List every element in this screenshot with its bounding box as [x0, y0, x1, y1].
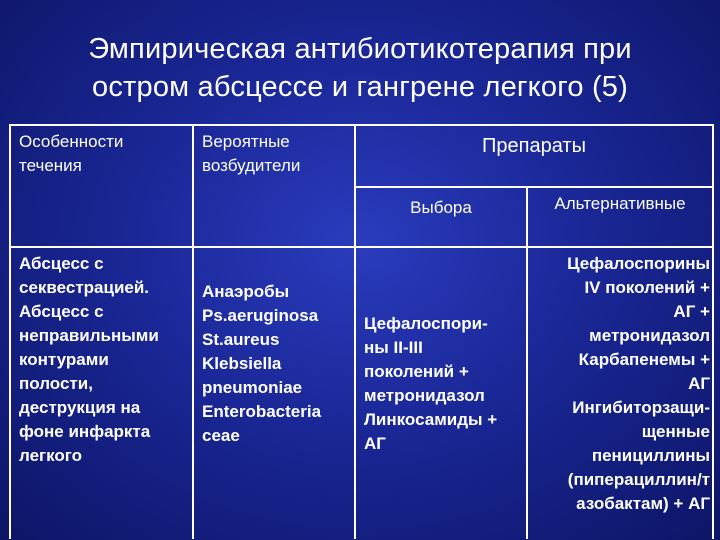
row-alternative-line: Цефалоспорины [567, 254, 710, 273]
row-alternative-line: IV поколений + [584, 278, 710, 297]
row-alternative-line: азобактам) + АГ [576, 494, 710, 513]
row-alternative-line: Ингибиторзащи- [572, 398, 710, 417]
row-choice-line: ны II-III [364, 338, 423, 357]
row-choice-line: Линкосамиды + [364, 410, 498, 429]
row-choice-line: поколений + [364, 362, 469, 381]
table-border-top [9, 124, 714, 126]
row-choice-line: АГ [364, 434, 386, 453]
header-course-line-2: течения [19, 156, 82, 175]
row-pathogens-line: Enterobacteria [202, 402, 322, 421]
slide-title-line-1: Эмпирическая антибиотикотерапия при [88, 33, 632, 65]
row-course-line: Абсцесс с [19, 254, 104, 273]
header-pathogens-line-2: возбудители [202, 156, 301, 175]
row-course-line: деструкция на [19, 398, 141, 417]
row-course [19, 252, 159, 468]
row-pathogens-line: pneumoniae [202, 378, 303, 397]
header-drugs [356, 134, 712, 158]
header-alternative-label: Альтернативные [554, 194, 686, 213]
header-alternative [528, 192, 712, 216]
slide-title [0, 30, 720, 106]
row-alternative-line: АГ + [673, 302, 710, 321]
row-course-line: полости, [19, 374, 93, 393]
header-pathogens-line-1: Вероятные [202, 132, 290, 151]
row-course-line: фоне инфаркта [19, 422, 151, 441]
header-drugs-label: Препараты [482, 135, 586, 157]
row-choice-line: метронидазол [364, 386, 485, 405]
row-alternative-line: АГ [688, 374, 710, 393]
row-pathogens-line: Анаэробы [202, 282, 290, 301]
row-alternative-line: метронидазол [589, 326, 710, 345]
row-alternative-line: щенные [641, 422, 710, 441]
drugs-subheader-divider [354, 186, 714, 188]
header-bottom-divider [9, 246, 714, 248]
row-course-line: легкого [19, 446, 83, 465]
header-choice [356, 196, 526, 220]
header-course [19, 130, 123, 178]
row-pathogens-line: St.aureus [202, 330, 280, 349]
row-course-line: секвестрацией. [19, 278, 150, 297]
row-course-line: контурами [19, 350, 109, 369]
header-pathogens [202, 130, 300, 178]
row-pathogens-line: ceae [202, 426, 240, 445]
row-pathogens-line: Klebsiella [202, 354, 282, 373]
header-course-line-1: Особенности [19, 132, 124, 151]
slide-title-line-2: остром абсцессе и гангрене легкого (5) [92, 71, 628, 103]
row-pathogens-line: Ps.aeruginosa [202, 306, 319, 325]
row-course-line: Абсцесс с [19, 302, 104, 321]
row-pathogens [202, 280, 321, 448]
row-choice-line: Цефалоспори- [364, 314, 488, 333]
table-border-left [9, 124, 11, 539]
row-course-line: неправильными [19, 326, 159, 345]
column-divider-1 [192, 124, 194, 539]
row-alternative [528, 252, 710, 516]
row-alternative-line: (пиперациллин/т [567, 470, 710, 489]
header-choice-label: Выбора [410, 198, 472, 217]
antibiotic-table [9, 124, 714, 539]
row-alternative-line: пенициллины [591, 446, 710, 465]
row-alternative-line: Карбапенемы + [578, 350, 710, 369]
row-choice [364, 312, 497, 456]
